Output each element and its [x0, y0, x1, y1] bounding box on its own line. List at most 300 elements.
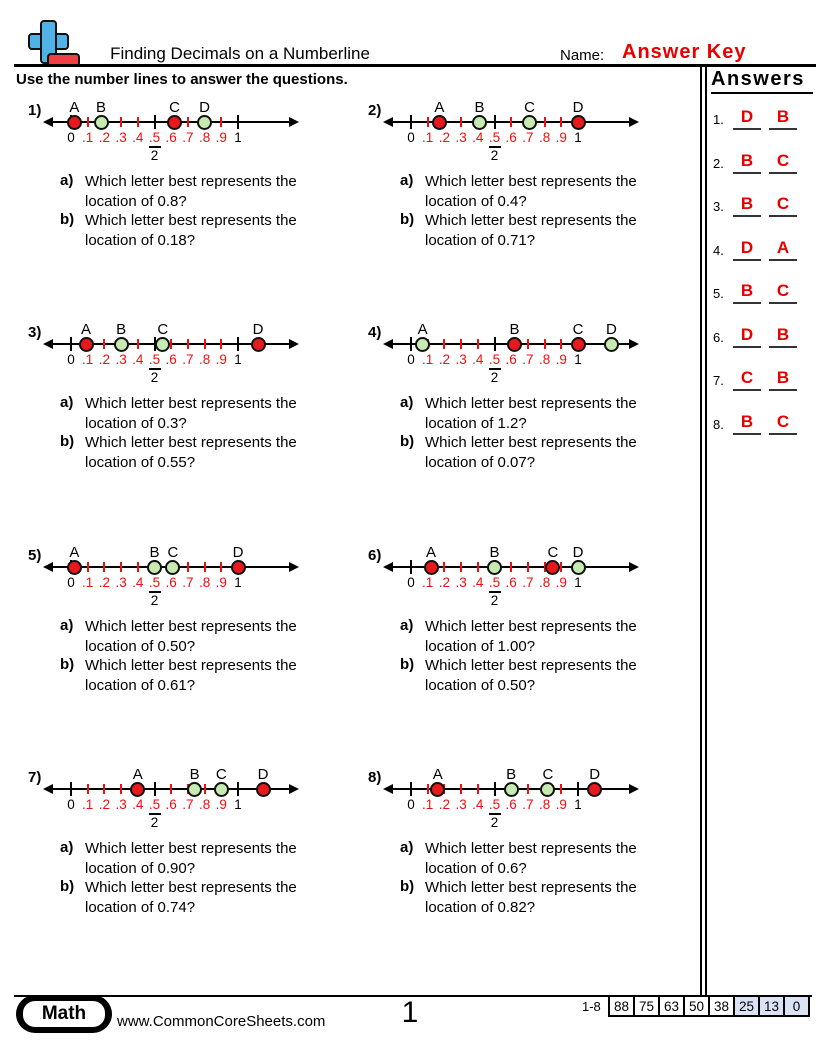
question-text-line2: location of 0.50?: [425, 676, 536, 694]
tick-label: .1: [82, 352, 94, 367]
tick-mark: [103, 339, 105, 349]
tick-mark: [427, 117, 429, 127]
point-dot-red: [167, 115, 182, 130]
tick-label: .3: [455, 352, 467, 367]
tick-label: .3: [455, 797, 467, 812]
subject-badge: [16, 995, 112, 1033]
tick-label: .9: [215, 352, 227, 367]
tick-mark: [560, 339, 562, 349]
tick-label: .3: [115, 352, 127, 367]
problem-number: 7): [28, 769, 42, 786]
tick-mark: [510, 117, 512, 127]
point-letter: C: [169, 99, 180, 116]
tick-label: .2: [438, 797, 451, 812]
tick-label: .5: [148, 575, 161, 590]
point-letter: A: [132, 766, 143, 783]
tick-mark: [443, 339, 445, 349]
question-text-line2: location of 0.3?: [85, 414, 187, 432]
tick-label: .4: [132, 797, 144, 812]
question-text: [85, 433, 365, 472]
question-text-line2: location of 0.82?: [425, 898, 536, 916]
fraction-denominator: 2: [490, 815, 499, 830]
point-dot-red: [256, 782, 271, 797]
question-text: [85, 656, 365, 695]
tick-label: .6: [165, 352, 177, 367]
tick-mark: [494, 115, 496, 129]
point-letter: B: [509, 321, 520, 338]
tick-label: .6: [505, 130, 517, 145]
right-arrow-icon: [289, 784, 299, 794]
score-cell: 50: [683, 995, 710, 1017]
right-arrow-icon: [289, 339, 299, 349]
tick-mark: [120, 562, 122, 572]
answer-letter-a: B: [733, 194, 761, 217]
tick-mark: [170, 339, 172, 349]
question-text-line1: Which letter best represents the: [425, 657, 637, 674]
tick-mark: [544, 117, 546, 127]
tick-mark: [410, 115, 412, 129]
point-letter: A: [81, 321, 92, 338]
point-dot-green: [114, 337, 129, 352]
question-text-line1: Which letter best represents the: [85, 212, 297, 229]
answer-letter-b: C: [769, 412, 797, 435]
tick-label: .1: [422, 130, 434, 145]
answer-letter-a: D: [733, 325, 761, 348]
point-letter: B: [116, 321, 127, 338]
tick-label: .8: [538, 797, 551, 812]
point-dot-green: [187, 782, 202, 797]
point-dot-red: [67, 115, 82, 130]
tick-label: .9: [215, 130, 227, 145]
tick-label: .5: [148, 797, 161, 812]
point-letter: A: [432, 766, 443, 783]
name-label: Name:: [560, 47, 605, 64]
tick-mark: [137, 339, 139, 349]
tick-label: .9: [215, 797, 227, 812]
question-text: [85, 172, 365, 211]
tick-mark: [70, 337, 72, 351]
tick-label: .9: [555, 575, 567, 590]
page-number: 1: [401, 996, 419, 1029]
tick-mark: [103, 562, 105, 572]
question-text-line2: location of 0.8?: [85, 192, 187, 210]
tick-mark: [460, 784, 462, 794]
left-arrow-icon: [43, 117, 53, 127]
answer-number: 5.: [713, 286, 724, 301]
tick-label: .8: [538, 130, 551, 145]
right-arrow-icon: [629, 339, 639, 349]
problem-block: [28, 767, 363, 982]
tick-label: .2: [98, 797, 111, 812]
problem-block: [28, 545, 363, 760]
score-cell: 38: [708, 995, 735, 1017]
answers-divider-line: [700, 64, 702, 995]
answer-letter-b: B: [769, 368, 797, 391]
answer-number: 1.: [713, 112, 724, 127]
tick-mark: [137, 562, 139, 572]
point-letter: B: [149, 544, 160, 561]
tick-label: .9: [555, 352, 567, 367]
answer-number: 7.: [713, 373, 724, 388]
tick-mark: [120, 117, 122, 127]
tick-label: 0: [67, 575, 75, 590]
instructions-text: Use the number lines to answer the questions.: [16, 71, 348, 88]
question-label: b): [60, 656, 75, 673]
tick-label: 1: [234, 352, 242, 367]
tick-mark: [220, 339, 222, 349]
fraction-denominator: 2: [150, 815, 159, 830]
numberline: [385, 100, 637, 168]
question-text-line2: location of 0.74?: [85, 898, 196, 916]
tick-label: 1: [574, 797, 582, 812]
numberline: [385, 322, 637, 390]
tick-label: .2: [98, 575, 111, 590]
tick-mark: [187, 339, 189, 349]
question-text: [85, 878, 365, 917]
tick-mark: [427, 784, 429, 794]
tick-label: .7: [182, 797, 194, 812]
left-arrow-icon: [43, 339, 53, 349]
answer-letter-a: D: [733, 238, 761, 261]
answers-panel: [705, 64, 816, 995]
tick-mark: [443, 562, 445, 572]
point-dot-red: [430, 782, 445, 797]
question-text-line2: location of 0.55?: [85, 453, 196, 471]
question-label: b): [400, 878, 415, 895]
tick-mark: [494, 782, 496, 796]
answer-number: 2.: [713, 155, 724, 171]
tick-mark: [460, 562, 462, 572]
tick-mark: [410, 337, 412, 351]
tick-label: .8: [198, 575, 211, 590]
tick-label: .3: [455, 575, 467, 590]
question-text-line1: Which letter best represents the: [85, 618, 297, 635]
tick-label: 1: [574, 352, 582, 367]
point-dot-green: [155, 337, 170, 352]
tick-label: .1: [82, 575, 94, 590]
answer-letter-a: B: [733, 151, 761, 174]
commoncoresheets-logo: [28, 20, 80, 68]
tick-label: .6: [505, 352, 517, 367]
tick-mark: [237, 115, 239, 129]
question-text: [425, 211, 705, 250]
tick-mark: [544, 339, 546, 349]
answer-key-label: Answer Key: [622, 41, 747, 63]
answer-letter-a: D: [733, 107, 761, 130]
right-arrow-icon: [629, 117, 639, 127]
point-dot-green: [147, 560, 162, 575]
question-text-line2: location of 0.4?: [425, 192, 527, 210]
tick-mark: [237, 337, 239, 351]
left-arrow-icon: [383, 339, 393, 349]
point-dot-green: [197, 115, 212, 130]
question-text: [85, 394, 365, 433]
tick-mark: [527, 562, 529, 572]
tick-mark: [204, 562, 206, 572]
tick-label: .5: [488, 575, 501, 590]
point-dot-green: [571, 560, 586, 575]
point-letter: A: [434, 99, 445, 116]
tick-mark: [460, 117, 462, 127]
question-text-line1: Which letter best represents the: [85, 840, 297, 857]
tick-label: .2: [98, 130, 111, 145]
right-arrow-icon: [629, 562, 639, 572]
point-dot-red: [432, 115, 447, 130]
tick-mark: [87, 784, 89, 794]
tick-mark: [577, 782, 579, 796]
tick-label: .1: [82, 130, 94, 145]
tick-label: .5: [488, 130, 501, 145]
answer-letter-a: B: [733, 281, 761, 304]
score-cell: 75: [633, 995, 660, 1017]
question-label: a): [400, 839, 414, 856]
problem-number: 5): [28, 547, 42, 564]
right-arrow-icon: [629, 784, 639, 794]
problem-number: 8): [368, 769, 382, 786]
point-letter: D: [252, 321, 264, 338]
tick-mark: [477, 339, 479, 349]
tick-label: .7: [522, 130, 534, 145]
tick-mark: [204, 339, 206, 349]
question-label: b): [400, 433, 415, 450]
answer-item: [713, 100, 813, 130]
point-dot-green: [472, 115, 487, 130]
tick-label: .5: [148, 352, 161, 367]
tick-label: .8: [198, 797, 211, 812]
point-dot-green: [604, 337, 619, 352]
tick-mark: [220, 562, 222, 572]
tick-label: .7: [522, 797, 534, 812]
tick-label: .6: [165, 130, 177, 145]
point-dot-green: [94, 115, 109, 130]
tick-label: .8: [198, 352, 211, 367]
tick-label: .4: [472, 575, 484, 590]
point-letter: C: [572, 321, 584, 338]
point-letter: D: [572, 544, 584, 561]
point-dot-red: [251, 337, 266, 352]
score-cell: 13: [758, 995, 785, 1017]
point-letter: D: [589, 766, 601, 783]
point-dot-green: [522, 115, 537, 130]
point-letter: B: [189, 766, 200, 783]
fraction-denominator: 2: [150, 148, 159, 163]
tick-mark: [220, 117, 222, 127]
answer-letter-a: C: [733, 368, 761, 391]
point-dot-red: [571, 337, 586, 352]
question-text-line1: Which letter best represents the: [425, 618, 637, 635]
answer-letter-b: A: [769, 238, 797, 261]
tick-label: 0: [407, 130, 415, 145]
point-dot-red: [79, 337, 94, 352]
question-text-line1: Which letter best represents the: [425, 879, 637, 896]
point-letter: D: [199, 99, 211, 116]
left-arrow-icon: [383, 784, 393, 794]
tick-label: .3: [115, 130, 127, 145]
question-label: a): [60, 617, 74, 634]
tick-label: .3: [115, 797, 127, 812]
tick-label: .6: [505, 797, 517, 812]
problem-number: 3): [28, 324, 42, 341]
question-text-line1: Which letter best represents the: [425, 173, 637, 190]
tick-label: .4: [472, 130, 484, 145]
answer-item: [713, 318, 813, 348]
point-letter: D: [257, 766, 269, 783]
answer-item: [713, 405, 813, 435]
tick-label: 1: [574, 575, 582, 590]
tick-mark: [187, 117, 189, 127]
tick-label: .4: [132, 130, 144, 145]
question-text-line1: Which letter best represents the: [85, 434, 297, 451]
tick-mark: [204, 784, 206, 794]
answer-number: 4.: [713, 242, 724, 258]
tick-label: .6: [165, 575, 177, 590]
tick-mark: [237, 782, 239, 796]
question-text: [85, 617, 365, 656]
problem-block: [368, 767, 703, 982]
point-letter: B: [96, 99, 107, 116]
question-text-line2: location of 0.6?: [425, 859, 527, 877]
point-letter: C: [157, 321, 169, 338]
numberline: [45, 545, 297, 613]
tick-label: .5: [148, 130, 161, 145]
point-dot-green: [415, 337, 430, 352]
problem-number: 4): [368, 324, 382, 341]
question-text-line1: Which letter best represents the: [425, 434, 637, 451]
score-table: [610, 995, 810, 1017]
answer-letter-b: C: [769, 281, 797, 304]
point-letter: C: [524, 99, 535, 116]
tick-mark: [510, 562, 512, 572]
tick-label: .8: [198, 130, 211, 145]
numberline: [385, 767, 637, 835]
point-dot-green: [504, 782, 519, 797]
answer-letter-b: B: [769, 107, 797, 130]
point-letter: A: [426, 544, 437, 561]
fraction-denominator: 2: [150, 370, 159, 385]
tick-mark: [560, 117, 562, 127]
numberline: [45, 767, 297, 835]
tick-label: .1: [422, 352, 434, 367]
question-text-line2: location of 0.50?: [85, 637, 196, 655]
point-dot-red: [587, 782, 602, 797]
tick-label: .1: [82, 797, 94, 812]
left-arrow-icon: [43, 784, 53, 794]
tick-label: .9: [555, 130, 567, 145]
point-letter: A: [417, 321, 428, 338]
point-dot-red: [231, 560, 246, 575]
answers-title: Answers: [711, 68, 813, 94]
tick-label: 1: [574, 130, 582, 145]
tick-mark: [560, 562, 562, 572]
subject-badge-label: Math: [21, 999, 107, 1029]
question-label: a): [400, 172, 414, 189]
tick-label: .2: [98, 352, 111, 367]
score-cell: 88: [608, 995, 635, 1017]
question-text: [425, 656, 705, 695]
point-letter: A: [69, 544, 80, 561]
tick-label: .7: [522, 352, 534, 367]
answer-letter-a: B: [733, 412, 761, 435]
problem-number: 2): [368, 102, 382, 119]
point-letter: D: [605, 321, 617, 338]
tick-label: .5: [488, 797, 501, 812]
problem-block: [28, 100, 363, 315]
problem-number: 6): [368, 547, 382, 564]
tick-label: .2: [438, 130, 451, 145]
point-dot-green: [165, 560, 180, 575]
question-label: b): [400, 211, 415, 228]
tick-label: 0: [67, 130, 75, 145]
tick-label: .4: [132, 352, 144, 367]
worksheet-title: Finding Decimals on a Numberline: [110, 44, 370, 63]
question-text: [425, 433, 705, 472]
answer-item: [713, 274, 813, 304]
question-text-line1: Which letter best represents the: [425, 395, 637, 412]
point-letter: C: [215, 766, 227, 783]
question-text-line2: location of 1.2?: [425, 414, 527, 432]
tick-label: .5: [488, 352, 501, 367]
answer-letter-b: C: [769, 194, 797, 217]
tick-label: 0: [407, 575, 415, 590]
website-url: www.CommonCoreSheets.com: [117, 1013, 326, 1030]
tick-mark: [460, 339, 462, 349]
question-label: b): [60, 211, 75, 228]
question-label: a): [400, 617, 414, 634]
tick-mark: [527, 784, 529, 794]
problem-number: 1): [28, 102, 42, 119]
question-text: [85, 211, 365, 250]
tick-mark: [120, 784, 122, 794]
tick-mark: [170, 784, 172, 794]
point-letter: A: [69, 99, 80, 116]
tick-mark: [410, 560, 412, 574]
question-text-line2: location of 1.00?: [425, 637, 536, 655]
fraction-denominator: 2: [150, 593, 159, 608]
question-text-line2: location of 0.71?: [425, 231, 536, 249]
question-text: [85, 839, 365, 878]
tick-label: .4: [472, 797, 484, 812]
tick-label: .3: [455, 130, 467, 145]
point-letter: D: [232, 544, 244, 561]
question-text: [425, 878, 705, 917]
tick-label: .8: [538, 352, 551, 367]
tick-mark: [103, 784, 105, 794]
tick-label: 1: [234, 130, 242, 145]
tick-mark: [494, 337, 496, 351]
question-text-line2: location of 0.18?: [85, 231, 196, 249]
answer-letter-b: B: [769, 325, 797, 348]
left-arrow-icon: [383, 562, 393, 572]
problem-block: [368, 100, 703, 315]
tick-mark: [87, 117, 89, 127]
tick-label: .1: [422, 797, 434, 812]
question-text-line2: location of 0.61?: [85, 676, 196, 694]
point-letter: B: [474, 99, 485, 116]
numberline: [45, 100, 297, 168]
tick-mark: [70, 782, 72, 796]
tick-mark: [87, 562, 89, 572]
question-text-line1: Which letter best represents the: [85, 657, 297, 674]
tick-label: .6: [505, 575, 517, 590]
question-label: b): [60, 878, 75, 895]
question-text-line1: Which letter best represents the: [425, 212, 637, 229]
question-label: b): [60, 433, 75, 450]
tick-label: .7: [182, 575, 194, 590]
score-cell: 0: [783, 995, 810, 1017]
question-text: [425, 394, 705, 433]
tick-label: .4: [472, 352, 484, 367]
tick-label: .3: [115, 575, 127, 590]
